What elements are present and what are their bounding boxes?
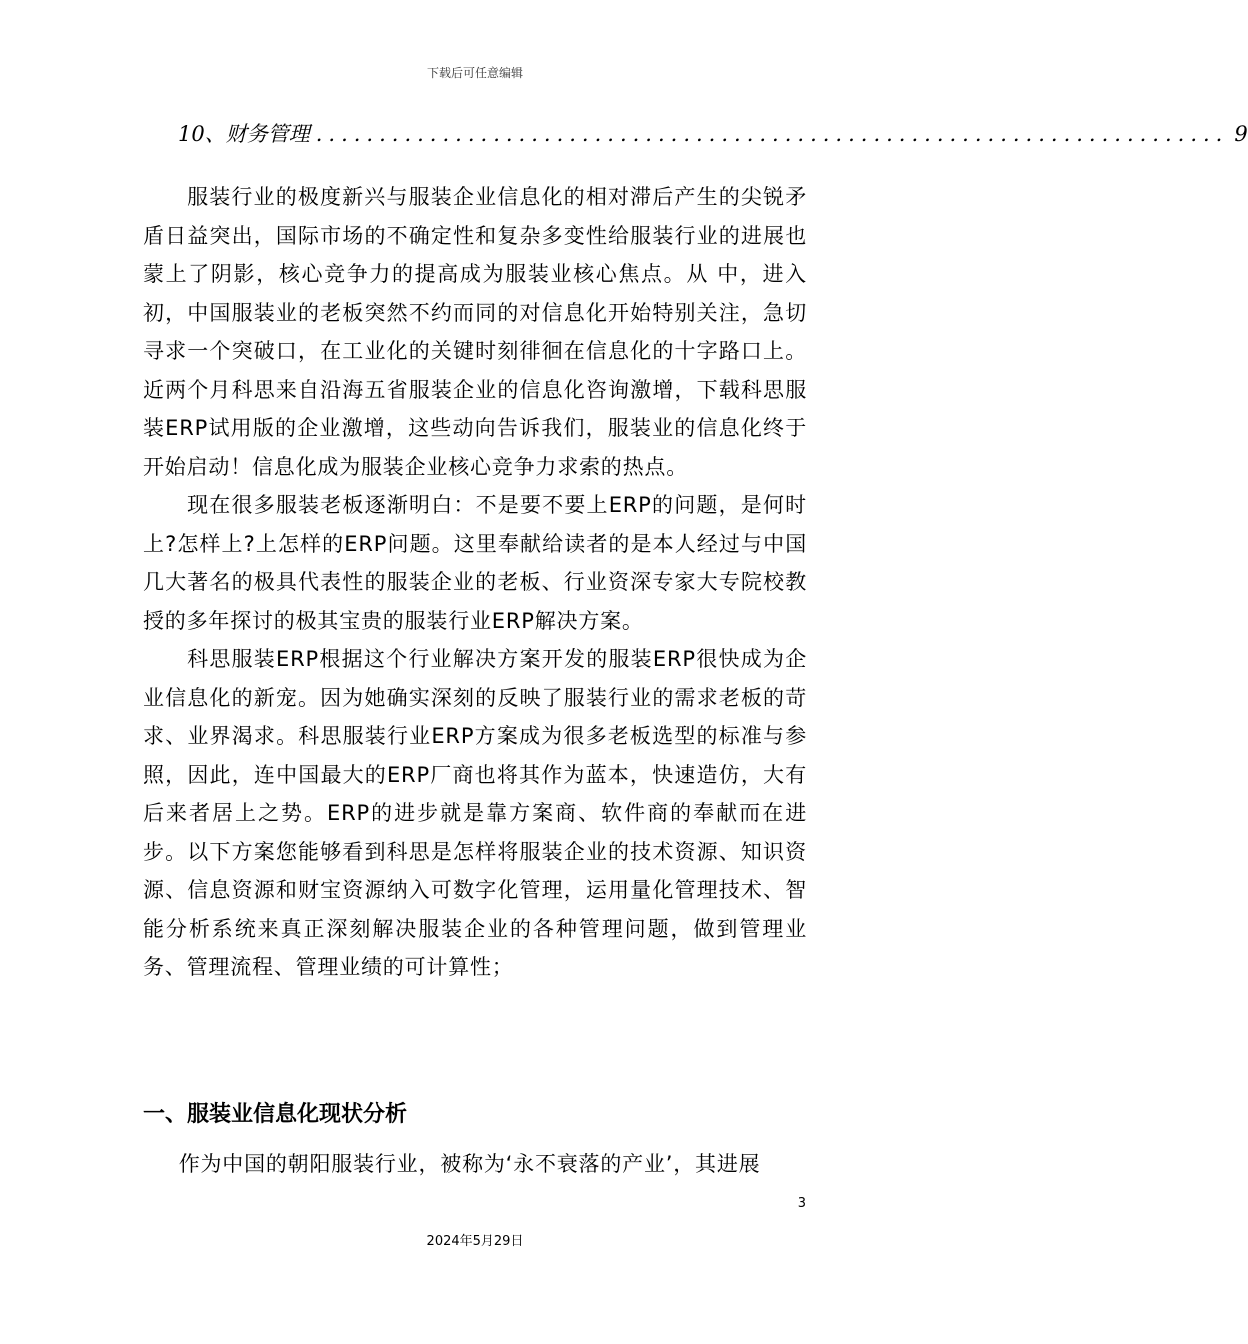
section-first-line: 作为中国的朝阳服装行业，被称为‘永不衰落的产业’，其进展 (178, 1152, 761, 1176)
paragraph-1: 服装行业的极度新兴与服装企业信息化的相对滞后产生的尖锐矛盾日益突出，国际市场的不确定性和复杂多变性给服装行业的进展也蒙上了阴影，核心竞争力的提高成为服装业核心焦点。从 中，进入 初，中国服装业的老板突然不约而同的对信息化开始特别关注，急切寻求一个突破口，在工业化的关键时刻徘徊在信息化的十字路口上。近两个月科思来自沿海五省服装企业的信息化咨询激增，下载科思服装ERP试用版的企业激增，这些动向告诉我们，服装业的信息化终于开始启动！信息化成为服装企业核心竞争力求索的热点。 (143, 185, 807, 479)
page-header: 下载后可任意编辑 (426, 66, 523, 80)
body-text (143, 178, 807, 987)
page-number: 3 (797, 1196, 806, 1211)
paragraph-2: 现在很多服装老板逐渐明白：不是要不要上ERP的问题，是何时上?怎样上?上怎样的ERP问题。这里奉献给读者的是本人经过与中国几大著名的极具代表性的服装企业的老板、行业资深专家大专院校教授的多年探讨的极其宝贵的服装行业ERP解决方案。 (143, 493, 807, 633)
toc-label: 10、财务管理 (178, 122, 310, 146)
toc-page-number: 9 (1234, 122, 1248, 146)
page-footer-date: 2024年5月29日 (426, 1234, 524, 1249)
toc-entry[interactable] (178, 118, 1248, 150)
paragraph-3: 科思服装ERP根据这个行业解决方案开发的服装ERP很快成为企业信息化的新宠。因为她确实深刻的反映了服装行业的需求老板的苛求、业界渴求。科思服装行业ERP方案成为很多老板选型的标准与参照，因此，连中国最大的ERP厂商也将其作为蓝本，快速造仿，大有后来者居上之势。ERP的进步就是靠方案商、软件商的奉献而在进步。以下方案您能够看到科思是怎样将服装企业的技术资源、知识资源、信息资源和财宝资源纳入可数字化管理，运用量化管理技术、智能分析系统来真正深刻解决服装企业的各种管理问题，做到管理业务、管理流程、管理业绩的可计算性； (143, 647, 807, 979)
toc-leader-dots: ........................................................................ (315, 122, 1229, 146)
section-heading: 一、服装业信息化现状分析 (143, 1102, 408, 1127)
